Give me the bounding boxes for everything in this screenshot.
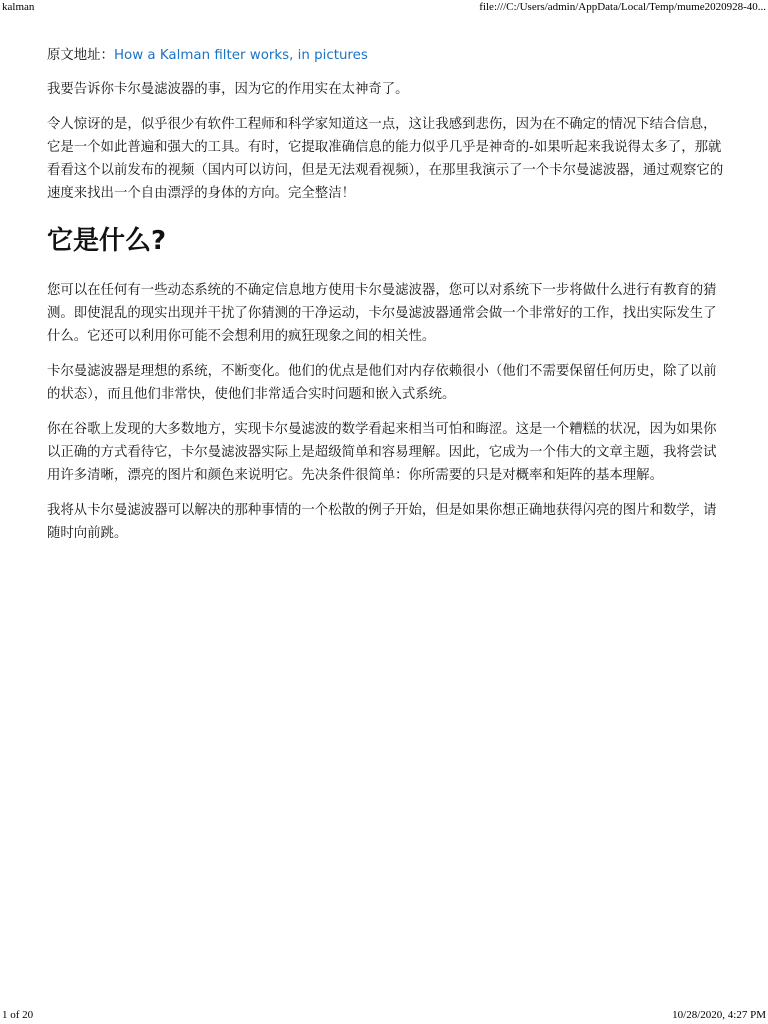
header-url: file:///C:/Users/admin/AppData/Local/Temp/mume2020928-40...: [479, 1, 766, 13]
print-header: [0, 0, 768, 14]
footer-page-number: 1 of 20: [2, 1009, 34, 1021]
section-heading: 它是什么?: [47, 226, 167, 256]
paragraph-3: 您可以在任何有一些动态系统的不确定信息地方使用卡尔曼滤波器，您可以对系统下一步将做什么进行有教育的猜测。即使混乱的现实出现并干扰了你猜测的干净运动，卡尔曼滤波器通常会做一个非常好的工作，找出实际发生了什么。它还可以利用你可能不会想利用的疯狂现象之间的相关性。: [47, 283, 717, 344]
paragraph-2: 令人惊讶的是，似乎很少有软件工程师和科学家知道这一点，这让我感到悲伤，因为在不确定的情况下结合信息，它是一个如此普遍和强大的工具。有时，它提取准确信息的能力似乎几乎是神奇的-如果听起来我说得太多了，那就看看这个以前发布的视频（国内可以访问，但是无法观看视频），在那里我演示了一个卡尔曼滤波器，通过观察它的速度来找出一个自由漂浮的身体的方向。完全整洁！: [47, 117, 724, 201]
source-label: 原文地址：: [47, 48, 114, 63]
source-line: [47, 44, 727, 67]
footer-datetime: 10/28/2020, 4:27 PM: [672, 1009, 766, 1021]
header-title: kalman: [2, 1, 35, 13]
paragraph-5: 你在谷歌上发现的大多数地方，实现卡尔曼滤波的数学看起来相当可怕和晦涩。这是一个糟糕的状况，因为如果你以正确的方式看待它，卡尔曼滤波器实际上是超级简单和容易理解。因此，它成为一个伟大的文章主题，我将尝试用许多清晰，漂亮的图片和颜色来说明它。先决条件很简单：你所需要的只是对概率和矩阵的基本理解。: [47, 422, 717, 483]
article-content: [47, 44, 727, 557]
paragraph-4: 卡尔曼滤波器是理想的系统，不断变化。他们的优点是他们对内存依赖很小（他们不需要保留任何历史，除了以前的状态），而且他们非常快，使他们非常适合实时问题和嵌入式系统。: [47, 364, 717, 402]
paragraph-6: 我将从卡尔曼滤波器可以解决的那种事情的一个松散的例子开始，但是如果你想正确地获得闪亮的图片和数学，请随时向前跳。: [47, 503, 717, 541]
print-footer: [0, 1006, 768, 1024]
intro-paragraph: 我要告诉你卡尔曼滤波器的事，因为它的作用实在太神奇了。: [47, 82, 409, 97]
source-link[interactable]: How a Kalman filter works, in pictures: [113, 48, 368, 63]
